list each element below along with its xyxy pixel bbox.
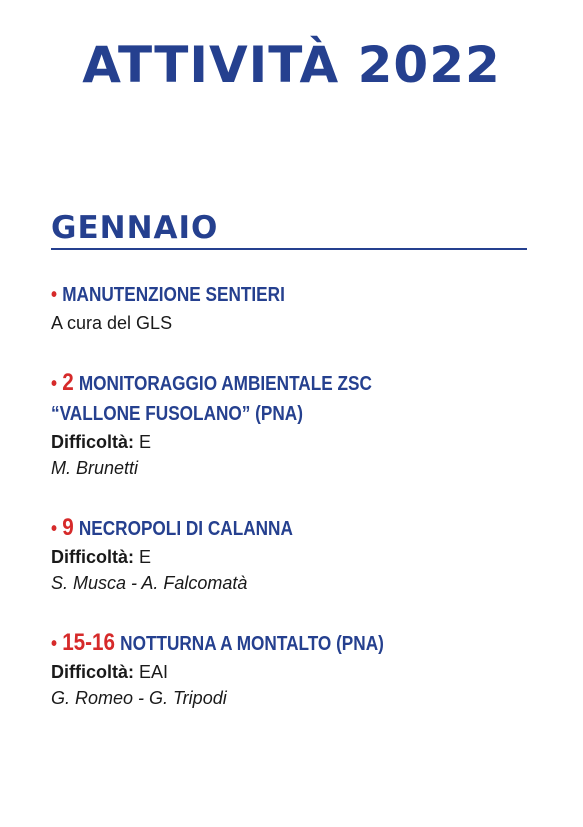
event-title [51,628,481,659]
event-difficulty [51,544,551,570]
event-title-text: NECROPOLI DI CALANNA [78,518,293,540]
event-item [51,513,551,596]
event-title-continued [51,399,481,429]
event-item [51,368,551,481]
difficulty-value: EAI [139,662,169,682]
bullet-icon: • [51,633,58,655]
difficulty-label: Difficoltà: [51,662,134,682]
event-date: 9 [62,514,74,541]
event-title [51,513,481,544]
bullet-icon: • [51,284,58,306]
difficulty-value: E [139,547,152,567]
event-title-text: “VALLONE FUSOLANO” (PNA) [51,403,303,425]
event-item [51,628,551,711]
event-date: 2 [62,369,74,396]
event-title-text: NOTTURNA A MONTALTO (PNA) [120,633,384,655]
difficulty-label: Difficoltà: [51,432,134,452]
event-list [51,280,551,711]
event-title [51,280,481,310]
difficulty-label: Difficoltà: [51,547,134,567]
event-title-text: MONITORAGGIO AMBIENTALE ZSC [78,373,372,395]
event-difficulty [51,659,551,685]
page-title: ATTIVITÀ 2022 [82,36,501,94]
event-item [51,280,551,336]
bullet-icon: • [51,373,58,395]
event-difficulty [51,429,551,455]
event-title-text: MANUTENZIONE SENTIERI [62,284,285,306]
difficulty-value: E [139,432,152,452]
month-heading: GENNAIO [51,208,527,250]
bullet-icon: • [51,518,58,540]
event-organizers: M. Brunetti [51,458,139,478]
event-date: 15-16 [62,629,115,656]
event-organizers: S. Musca - A. Falcomatà [51,573,248,593]
event-title [51,368,481,399]
event-organizers: G. Romeo - G. Tripodi [51,688,227,708]
event-note: A cura del GLS [51,313,173,333]
